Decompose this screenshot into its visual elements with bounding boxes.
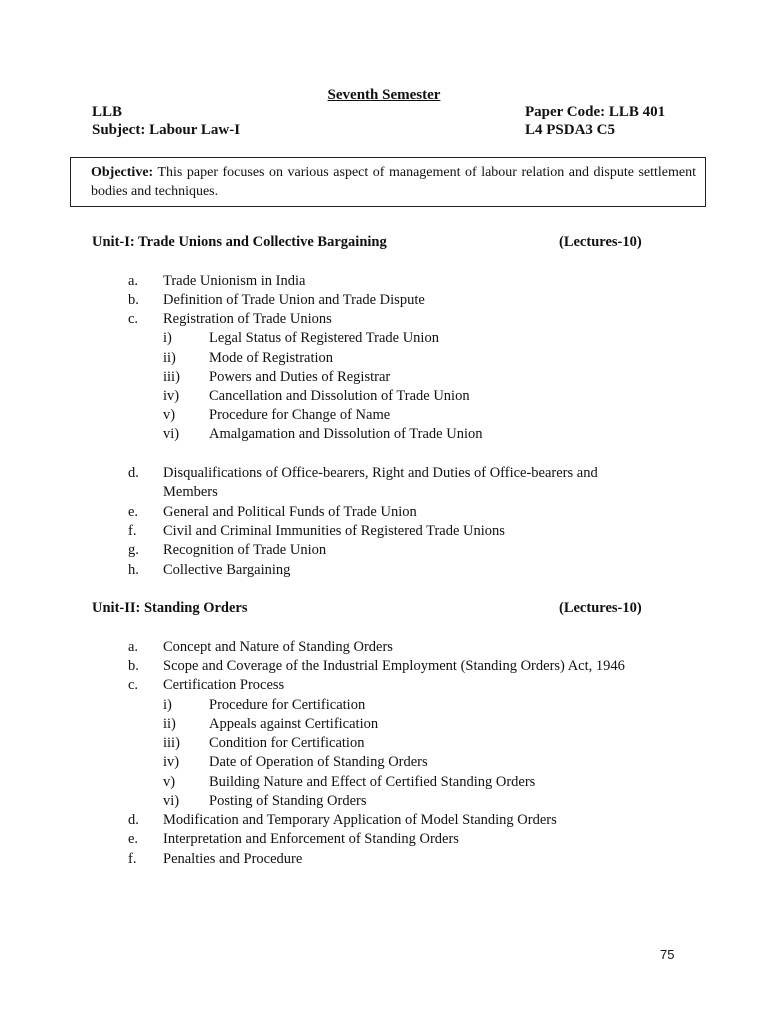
list-marker: a. <box>128 273 139 289</box>
list-item: Certification Process <box>163 677 285 693</box>
list-marker: c. <box>128 677 139 693</box>
unit-1-title: Unit-I: Trade Unions and Collective Bargaining <box>92 234 387 250</box>
sub-list-marker: iv) <box>163 388 180 404</box>
objective-box <box>70 157 706 207</box>
sub-list-marker: iii) <box>163 369 180 385</box>
list-marker: c. <box>128 311 139 327</box>
list-marker: a. <box>128 639 139 655</box>
list-marker: b. <box>128 658 139 674</box>
list-marker: e. <box>128 831 139 847</box>
list-marker: h. <box>128 562 139 578</box>
sub-list-marker: i) <box>163 330 172 346</box>
list-item: Concept and Nature of Standing Orders <box>163 639 393 655</box>
list-marker: d. <box>128 812 139 828</box>
list-item: Collective Bargaining <box>163 562 291 578</box>
sub-list-marker: ii) <box>163 350 176 366</box>
sub-list-item: Amalgamation and Dissolution of Trade Union <box>209 426 483 442</box>
subject-name: Subject: Labour Law-I <box>92 122 241 138</box>
sub-list-marker: vi) <box>163 426 180 442</box>
sub-list-item: Appeals against Certification <box>209 716 379 732</box>
sub-list-item: Posting of Standing Orders <box>209 793 367 809</box>
list-item: Trade Unionism in India <box>163 273 306 289</box>
sub-list-item: Procedure for Certification <box>209 697 366 713</box>
list-item: Modification and Temporary Application of Model Standing Orders <box>163 812 557 828</box>
sub-list-marker: i) <box>163 697 172 713</box>
list-marker: e. <box>128 504 139 520</box>
unit-2-title: Unit-II: Standing Orders <box>92 600 248 616</box>
objective-label: Objective: <box>91 165 154 180</box>
sub-list-item: Mode of Registration <box>209 350 334 366</box>
sub-list-marker: vi) <box>163 793 180 809</box>
sub-list-item: Date of Operation of Standing Orders <box>209 754 428 770</box>
list-marker: f. <box>128 523 137 539</box>
list-marker: g. <box>128 542 139 558</box>
list-item: Penalties and Procedure <box>163 851 303 867</box>
sub-list-marker: ii) <box>163 716 176 732</box>
list-item: Scope and Coverage of the Industrial Employment (Standing Orders) Act, 1946 <box>163 658 625 674</box>
sub-list-marker: v) <box>163 774 176 790</box>
list-marker: f. <box>128 851 137 867</box>
unit-1-heading <box>92 234 652 251</box>
list-item: Civil and Criminal Immunities of Registered Trade Unions <box>163 523 505 539</box>
sub-list-item: Powers and Duties of Registrar <box>209 369 391 385</box>
page-number: 75 <box>660 947 675 962</box>
sub-list-item: Condition for Certification <box>209 735 365 751</box>
list-item: Definition of Trade Union and Trade Dispute <box>163 292 425 308</box>
objective-text: This paper focuses on various aspect of management of labour relation and dispute settlement bodies and techniques. <box>91 165 697 199</box>
unit-2-lectures: (Lectures-10) <box>559 600 642 616</box>
list-marker: b. <box>128 292 139 308</box>
sub-list-marker: v) <box>163 407 176 423</box>
list-item: Interpretation and Enforcement of Standing Orders <box>163 831 459 847</box>
list-item: Disqualifications of Office-bearers, Right and Duties of Office-bearers and <box>163 465 598 481</box>
unit-1-lectures: (Lectures-10) <box>559 234 642 250</box>
sub-list-marker: iv) <box>163 754 180 770</box>
course-code: L4 PSDA3 C5 <box>525 122 616 138</box>
sub-list-item: Building Nature and Effect of Certified Standing Orders <box>209 774 536 790</box>
semester-title: Seventh Semester <box>327 87 441 103</box>
sub-list-marker: iii) <box>163 735 180 751</box>
list-item: General and Political Funds of Trade Union <box>163 504 417 520</box>
list-marker: d. <box>128 465 139 481</box>
list-item-continuation: Members <box>163 484 218 500</box>
unit-2-heading <box>92 600 652 617</box>
sub-list-item: Legal Status of Registered Trade Union <box>209 330 439 346</box>
program-name: LLB <box>92 104 123 120</box>
paper-code: Paper Code: LLB 401 <box>525 104 666 120</box>
sub-list-item: Procedure for Change of Name <box>209 407 391 423</box>
list-item: Registration of Trade Unions <box>163 311 332 327</box>
sub-list-item: Cancellation and Dissolution of Trade Union <box>209 388 470 404</box>
list-item: Recognition of Trade Union <box>163 542 327 558</box>
